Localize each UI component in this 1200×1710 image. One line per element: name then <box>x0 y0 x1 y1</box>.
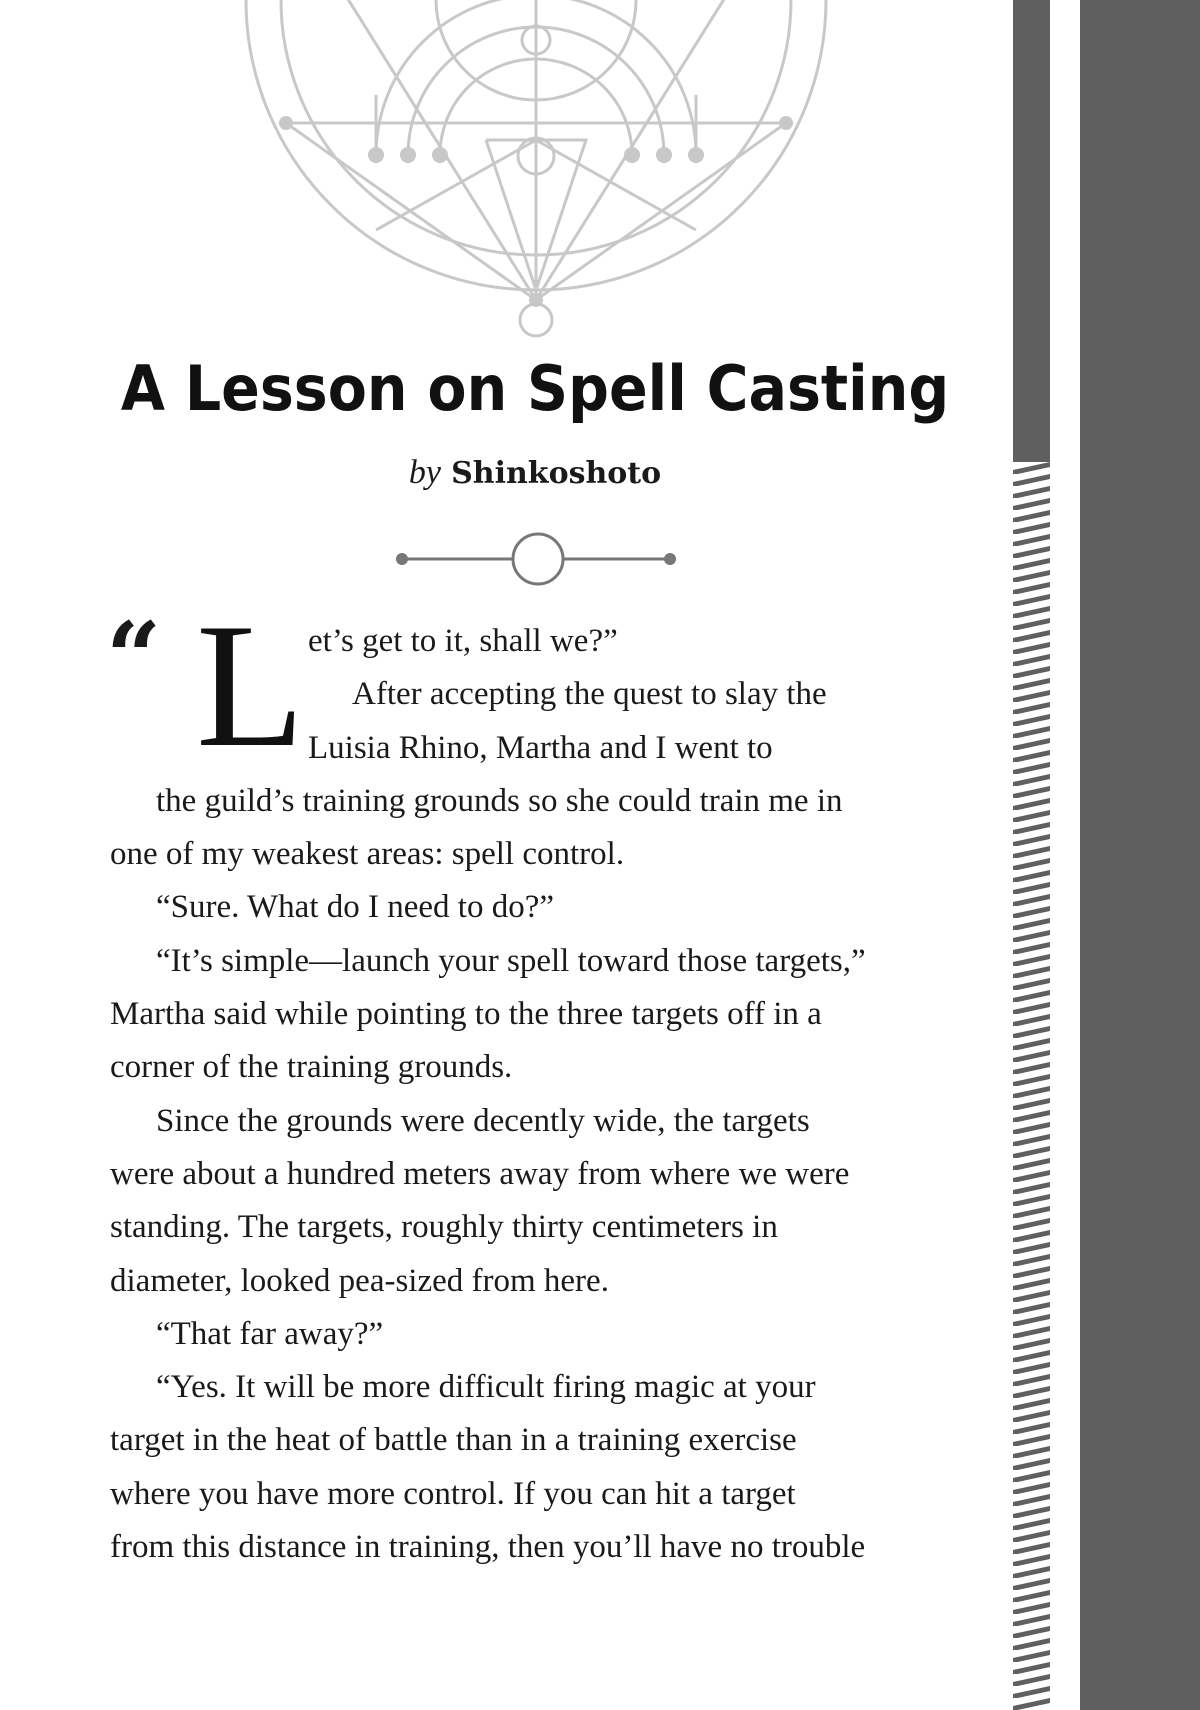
side-bar-dark <box>1080 0 1200 1710</box>
ornament-divider <box>390 530 680 590</box>
text-line: one of my weakest areas: spell control. <box>110 836 625 873</box>
text-line: “Yes. It will be more difficult firing magic at your <box>156 1369 816 1406</box>
text-line: corner of the training grounds. <box>110 1049 513 1086</box>
text-line: target in the heat of battle than in a training exercise <box>110 1422 797 1459</box>
magic-circle-illustration <box>236 0 836 340</box>
text-line: Since the grounds were decently wide, the targets <box>156 1102 810 1139</box>
text-line: Martha said while pointing to the three targets off in a <box>110 996 822 1033</box>
text-line: from this distance in training, then you’ll have no trouble <box>110 1529 866 1566</box>
text-line: Luisia Rhino, Martha and I went to <box>308 729 773 766</box>
text-line: After accepting the quest to slay the <box>352 676 827 713</box>
byline <box>0 453 1070 492</box>
side-bar-gap <box>1050 0 1080 1710</box>
text-line: “That far away?” <box>156 1315 384 1352</box>
byline-prefix: by <box>408 454 441 491</box>
text-line: diameter, looked pea-sized from here. <box>110 1262 609 1299</box>
text-line: “Sure. What do I need to do?” <box>156 889 554 926</box>
chapter-title: A Lesson on Spell Casting <box>120 352 950 425</box>
text-line: were about a hundred meters away from where we were <box>110 1155 850 1192</box>
text-line: where you have more control. If you can hit a target <box>110 1475 796 1512</box>
byline-author: Shinkoshoto <box>451 456 662 491</box>
text-line: the guild’s training grounds so she could train me in <box>156 782 843 819</box>
body-text <box>110 615 950 1574</box>
side-bar-hatch-pattern <box>1013 462 1050 1710</box>
drop-quote-mark: “ <box>106 601 162 714</box>
text-line: et’s get to it, shall we?” <box>308 623 618 659</box>
text-line: standing. The targets, roughly thirty centimeters in <box>110 1209 778 1246</box>
drop-cap-letter: L <box>196 586 305 784</box>
text-line: “It’s simple—launch your spell toward those targets,” <box>156 942 866 979</box>
